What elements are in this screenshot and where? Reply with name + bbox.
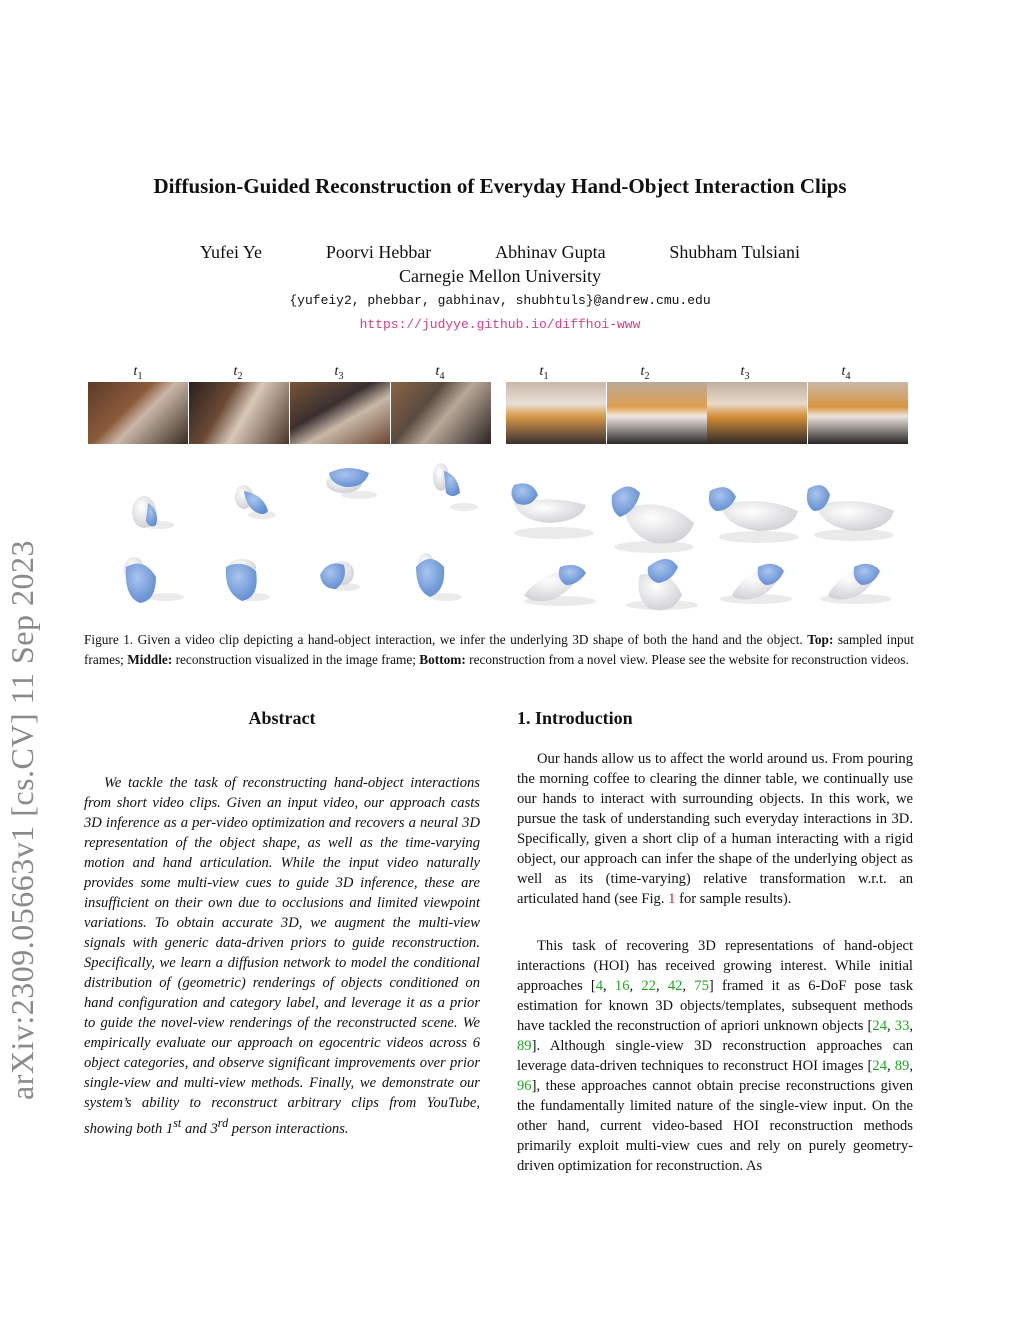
plate-hand-render-1 xyxy=(511,483,586,523)
time-label: $t_3$ xyxy=(740,364,750,382)
citation[interactable]: 4 xyxy=(595,978,604,994)
input-frame-photo xyxy=(290,382,390,444)
time-label: $t_2$ xyxy=(233,364,243,382)
citation[interactable]: 89 xyxy=(894,1058,910,1074)
time-label: $t_3$ xyxy=(334,364,344,382)
citation[interactable]: 24 xyxy=(872,1058,887,1074)
citation[interactable]: 42 xyxy=(667,978,683,994)
citation[interactable]: 89 xyxy=(517,1038,532,1054)
citation[interactable]: 96 xyxy=(517,1078,532,1094)
plate-hand-render-3 xyxy=(709,487,798,531)
paper-title: Diffusion-Guided Reconstruction of Everyday Hand-Object Interaction Clips xyxy=(153,174,847,198)
time-label: $t_4$ xyxy=(841,364,851,382)
project-url[interactable]: https://judyye.github.io/diffhoi-www xyxy=(359,317,641,332)
bottle-hand-render-1 xyxy=(132,496,157,528)
plate-hand-novel-2 xyxy=(638,559,682,610)
plate-hand-render-4 xyxy=(807,485,894,531)
citation[interactable]: 24 xyxy=(872,1018,887,1034)
plate-hand-render-2 xyxy=(612,486,694,543)
author-list xyxy=(200,242,800,263)
bottle-hand-render-3 xyxy=(326,468,369,493)
input-frame-photo xyxy=(391,382,491,444)
bottle-hand-novel-2 xyxy=(226,559,257,601)
author-name: Abhinav Gupta xyxy=(495,242,606,262)
input-frame-photo xyxy=(189,382,289,444)
input-frame-photo xyxy=(808,382,908,444)
intro-paragraph: This task of recovering 3D representations of hand-object interactions (HOI) has received growing interest. While initial approaches [4, 16, 22, 42, 75] framed it as 6-DoF pose task estimation for known 3D objects/templates, subsequent methods have tackled the reconstruction of apriori unknown objects [24, 33, 89]. Although single-view 3D reconstruction approaches can leverage data-driven techniques to reconstruct HOI images [24, 89, 96], these approaches cannot obtain precise reconstructions given the fundamentally limited nature of the single-view input. On the other hand, current video-based HOI reconstruction methods primarily exploit multi-view cues and rely on purely geometry-driven optimization for reconstruction. As xyxy=(517,938,914,1174)
affiliation: Carnegie Mellon University xyxy=(399,266,601,286)
abstract-heading: Abstract xyxy=(248,708,316,728)
author-emails: {yufeiy2, phebbar, gabhinav, shubhtuls}@andrew.cmu.edu xyxy=(289,293,711,308)
author-name: Yufei Ye xyxy=(200,242,263,262)
citation[interactable]: 33 xyxy=(894,1018,910,1034)
figure-ref[interactable]: 1 xyxy=(668,891,676,907)
plate-hand-novel-1 xyxy=(524,565,586,601)
shadow xyxy=(719,531,799,543)
author-name: Poorvi Hebbar xyxy=(325,242,432,262)
reconstruction-figure xyxy=(84,455,914,615)
plate-hand-novel-3 xyxy=(732,564,784,600)
time-label: $t_1$ xyxy=(133,364,143,382)
time-label: $t_4$ xyxy=(435,364,445,382)
shadow xyxy=(450,503,478,511)
bottle-hand-render-4 xyxy=(433,463,460,496)
figure-caption: Figure 1. Given a video clip depicting a hand-object interaction, we infer the underlying 3D shape of both the hand and the object. Top: sampled input frames; Middle: reconstruction visualized in the image frame; Bottom: reconstruction from a novel view. Please see the website for reconstruction videos. xyxy=(84,632,915,667)
arxiv-identifier: arXiv:2309.05663v1 [cs.CV] 11 Sep 2023 xyxy=(4,540,40,1100)
bottle-hand-novel-1 xyxy=(124,557,156,603)
input-frame-photo xyxy=(707,382,807,444)
bottle-hand-render-2 xyxy=(235,485,268,514)
citation[interactable]: 75 xyxy=(694,978,709,994)
time-label: $t_1$ xyxy=(539,364,549,382)
citation[interactable]: 22 xyxy=(641,978,656,994)
citation[interactable]: 16 xyxy=(614,978,630,994)
shadow xyxy=(514,527,594,539)
abstract-text: We tackle the task of reconstructing hand-object interactions from short video clips. Given an input video, our approach casts 3D inference as a per-video optimization and recovers a neural 3D representation of the object shape, as well as the time-varying motion and hand articulation. While the input video naturally provides some multi-view cues to guide 3D inference, these are insufficient on their own due to occlusions and limited viewpoint variations. To obtain accurate 3D, we augment the multi-view signals with generic data-driven priors to guide reconstruction. Specifically, we learn a diffusion network to model the conditional distribution of (geometric) renderings of objects conditioned on hand configuration and category label, and leverage it as a prior to guide the novel-view renderings of the reconstructed scene. We empirically evaluate our approach on egocentric videos across 6 object categories, and observe significant improvements over prior single-view and multi-view methods. Finally, we demonstrate our system’s ability to reconstruct arbitrary clips from YouTube, showing both 1st and 3rd person interactions. xyxy=(84,775,480,1137)
intro-paragraph: Our hands allow us to affect the world around us. From pouring the morning coffee to clearing the dinner table, we continually use our hands to interact with surrounding objects. In this work, we pursue the task of understanding such everyday interactions in 3D. Specifically, given a short clip of a human interacting with a rigid object, our approach can infer the shape of the underlying object as well as its (time-varying) relative transformation w.r.t. an articulated hand (see Fig. 1 for sample results). xyxy=(517,751,913,907)
section-heading: 1. Introduction xyxy=(517,708,633,728)
input-frame-photo xyxy=(607,382,707,444)
plate-hand-novel-4 xyxy=(828,564,880,600)
input-frame-photo xyxy=(506,382,606,444)
bottle-hand-novel-4 xyxy=(416,553,444,597)
author-name: Shubham Tulsiani xyxy=(669,242,800,262)
input-frame-photo xyxy=(88,382,188,444)
time-label: $t_2$ xyxy=(640,364,650,382)
